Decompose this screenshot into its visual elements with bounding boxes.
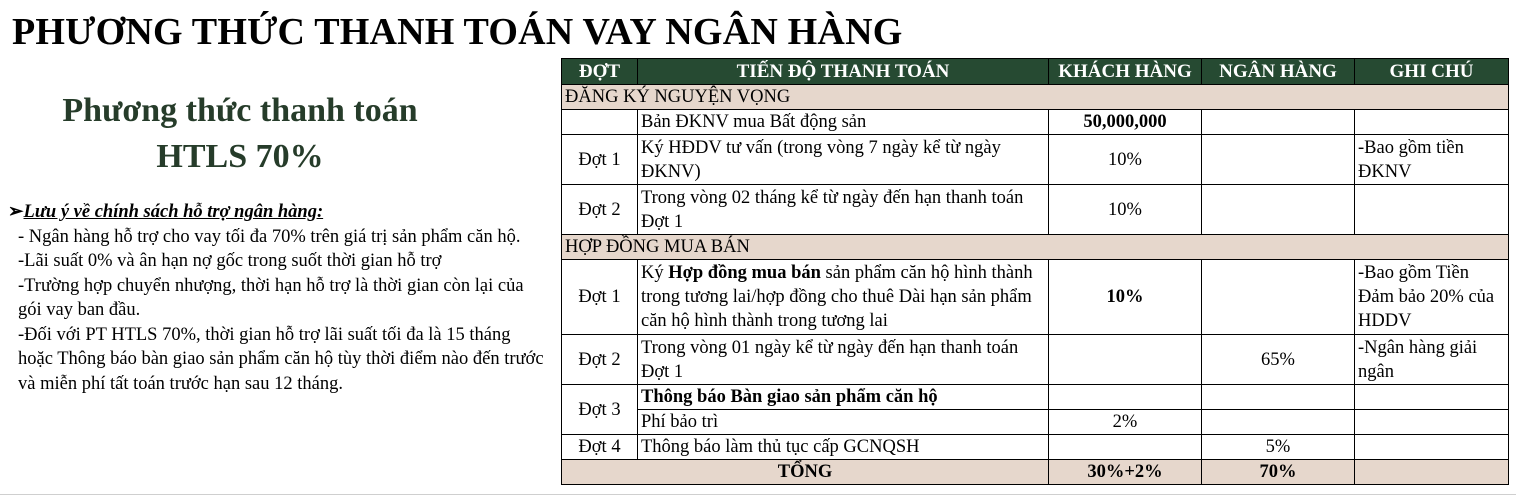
note-item: -Trường hợp chuyển nhượng, thời hạn hỗ trợ là thời gian còn lại của gói vay ban đầu. [18, 275, 524, 320]
section-row-registration [562, 85, 1509, 110]
row-bank-value: 5% [1202, 435, 1355, 460]
header-customer: KHÁCH HÀNG [1049, 59, 1202, 85]
row-dot: Đợt 1 [562, 260, 638, 335]
header-dot: ĐỢT [562, 59, 638, 85]
table-row [562, 135, 1509, 185]
row-description: Trong vòng 01 ngày kể từ ngày đến hạn thanh toán Đợt 1 [638, 335, 1049, 385]
row-customer-value: 10% [1049, 135, 1202, 185]
note-item: -Lãi suất 0% và ân hạn nợ gốc trong suốt thời gian hỗ trợ [18, 251, 442, 271]
table-row [562, 185, 1509, 235]
row-description: Ký Hợp đồng mua bán sản phẩm căn hộ hình thành trong tương lai/hợp đồng cho thuê Dài hạn sản phẩm căn hộ hình thành trong tương lai [638, 260, 1049, 335]
row-customer-value: 10% [1049, 185, 1202, 235]
note-item: -Đối với PT HTLS 70%, thời gian hỗ trợ lãi suất tối đa là 15 tháng hoặc Thông báo bàn giao sản phẩm căn hộ tùy thời điểm nào đến trước và miễn phí tất toán trước hạn sau 12 tháng. [18, 324, 544, 394]
bank-policy-notes [8, 200, 548, 396]
row-customer-value: 10% [1049, 260, 1202, 335]
table-header-row [562, 59, 1509, 85]
total-row [562, 460, 1509, 485]
table-row [562, 410, 1509, 435]
row-description: Bản ĐKNV mua Bất động sản [638, 110, 1049, 135]
payment-method-subtitle [0, 88, 480, 180]
section-label: HỢP ĐỒNG MUA BÁN [562, 235, 1509, 260]
row-description-bold: Hợp đồng mua bán [668, 263, 821, 283]
table-row [562, 435, 1509, 460]
row-note: -Bao gồm tiền ĐKNV [1355, 135, 1509, 185]
row-note: -Bao gồm Tiền Đảm bảo 20% của HDDV [1355, 260, 1509, 335]
total-bank-value: 70% [1202, 460, 1355, 485]
row-dot: Đợt 4 [562, 435, 638, 460]
notes-heading-text: Lưu ý về chính sách hỗ trợ ngân hàng: [23, 202, 324, 222]
payment-schedule-table [561, 58, 1509, 485]
row-customer-value: 2% [1049, 410, 1202, 435]
row-description: Thông báo Bàn giao sản phẩm căn hộ [638, 385, 1049, 410]
row-note: -Ngân hàng giải ngân [1355, 335, 1509, 385]
table-row [562, 110, 1509, 135]
table-row [562, 335, 1509, 385]
row-description: Ký HĐDV tư vấn (trong vòng 7 ngày kể từ ngày ĐKNV) [638, 135, 1049, 185]
table-row [562, 260, 1509, 335]
section-row-contract [562, 235, 1509, 260]
total-label: TỔNG [562, 460, 1049, 485]
section-label: ĐĂNG KÝ NGUYỆN VỌNG [562, 85, 1509, 110]
page-title: PHƯƠNG THỨC THANH TOÁN VAY NGÂN HÀNG [12, 11, 903, 53]
row-customer-value: 50,000,000 [1049, 110, 1202, 135]
row-bank-value: 65% [1202, 335, 1355, 385]
total-customer-value: 30%+2% [1049, 460, 1202, 485]
table-row [562, 385, 1509, 410]
notes-heading [8, 200, 548, 225]
note-item: - Ngân hàng hỗ trợ cho vay tối đa 70% trên giá trị sản phẩm căn hộ. [18, 226, 521, 247]
row-description: Phí bảo trì [638, 410, 1049, 435]
subtitle-line-2: HTLS 70% [156, 138, 324, 175]
row-description: Trong vòng 02 tháng kể từ ngày đến hạn thanh toán Đợt 1 [638, 185, 1049, 235]
header-progress: TIẾN ĐỘ THANH TOÁN [638, 59, 1049, 85]
divider [0, 494, 1516, 495]
row-description: Thông báo làm thủ tục cấp GCNQSH [638, 435, 1049, 460]
row-dot: Đợt 2 [562, 335, 638, 385]
row-dot: Đợt 1 [562, 135, 638, 185]
header-bank: NGÂN HÀNG [1202, 59, 1355, 85]
arrow-bullet-icon: ➢ [8, 202, 24, 222]
row-dot: Đợt 3 [562, 385, 638, 435]
header-note: GHI CHÚ [1355, 59, 1509, 85]
row-dot: Đợt 2 [562, 185, 638, 235]
subtitle-line-1: Phương thức thanh toán [62, 92, 418, 129]
